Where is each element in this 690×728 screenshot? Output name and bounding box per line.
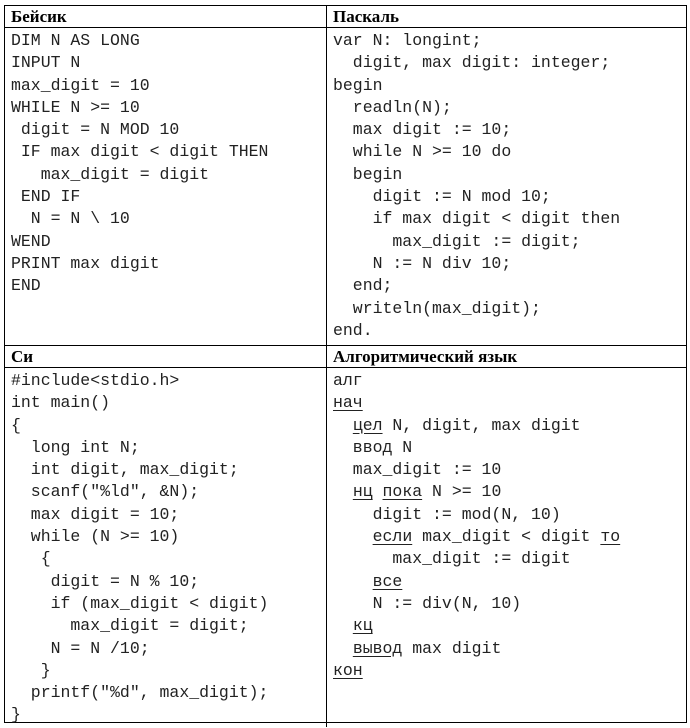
code-line: PRINT max digit xyxy=(11,253,160,273)
code-line: int main() xyxy=(11,393,111,413)
code-line: long int N; xyxy=(11,437,140,457)
code-line: IF max digit < digit THEN xyxy=(11,142,269,162)
code-line xyxy=(333,548,686,570)
code-line: end; xyxy=(333,276,393,296)
keyword: все xyxy=(372,571,403,591)
code-text: digit := mod(N, 10) xyxy=(333,504,561,524)
code-line: max_digit := digit; xyxy=(333,231,581,251)
basic-code-cell xyxy=(5,28,327,346)
code-line xyxy=(333,638,686,660)
code-text xyxy=(333,482,353,501)
code-line: if (max_digit < digit) xyxy=(11,593,269,613)
pascal-header: Паскаль xyxy=(327,6,686,28)
code-line xyxy=(333,459,686,481)
keyword: если xyxy=(372,527,413,547)
pascal-code xyxy=(327,28,686,342)
code-comparison-table xyxy=(4,5,687,723)
code-line: max_digit = 10 xyxy=(11,75,150,95)
code-line xyxy=(333,481,686,503)
code-line xyxy=(333,370,686,392)
code-line: digit = N % 10; xyxy=(11,571,200,591)
algo-header: Алгоритмический язык xyxy=(327,346,686,368)
code-line: } xyxy=(11,660,51,680)
code-line: max digit := 10; xyxy=(333,120,512,140)
keyword: то xyxy=(600,527,621,547)
code-line: max_digit = digit xyxy=(11,164,210,184)
code-line: begin xyxy=(333,164,403,184)
keyword: кц xyxy=(352,616,373,636)
code-line: max_digit = digit; xyxy=(11,616,249,636)
code-text: алг xyxy=(333,371,363,390)
code-text xyxy=(333,639,353,658)
keyword: нц xyxy=(352,482,373,502)
c-code-cell xyxy=(5,368,327,727)
code-line: INPUT N xyxy=(11,53,81,73)
code-line: digit := N mod 10; xyxy=(333,187,551,207)
code-text xyxy=(333,527,373,546)
keyword: цел xyxy=(352,415,383,435)
code-line: END xyxy=(11,276,41,296)
code-text xyxy=(333,572,373,591)
code-line: DIM N AS LONG xyxy=(11,31,140,50)
code-text: max digit xyxy=(402,638,502,658)
code-line: if max digit < digit then xyxy=(333,209,621,229)
code-line: N := N div 10; xyxy=(333,253,512,273)
code-line: N = N /10; xyxy=(11,638,150,658)
pascal-code-cell xyxy=(327,28,686,346)
code-line xyxy=(333,593,686,615)
c-code xyxy=(5,368,326,727)
code-line xyxy=(333,526,686,548)
code-line: max digit = 10; xyxy=(11,504,180,524)
code-line: { xyxy=(11,415,21,435)
code-text xyxy=(333,416,353,435)
code-line: digit = N MOD 10 xyxy=(11,120,180,140)
keyword: пока xyxy=(382,482,423,502)
code-line: END IF xyxy=(11,187,81,207)
code-line: var N: longint; xyxy=(333,31,482,50)
code-line: #include<stdio.h> xyxy=(11,371,180,390)
code-line: WHILE N >= 10 xyxy=(11,97,140,117)
code-line xyxy=(333,437,686,459)
algo-code-cell xyxy=(327,368,686,727)
code-line xyxy=(333,504,686,526)
code-text: N := div(N, 10) xyxy=(333,593,522,613)
code-text: max_digit < digit xyxy=(412,527,601,547)
code-line: begin xyxy=(333,75,383,95)
code-line: int digit, max_digit; xyxy=(11,460,239,480)
code-line: while N >= 10 do xyxy=(333,142,512,162)
keyword: нач xyxy=(333,393,363,413)
code-line: { xyxy=(11,549,51,569)
code-text: ввод N xyxy=(333,437,413,457)
code-line: N = N \ 10 xyxy=(11,209,130,229)
code-text: max_digit := digit xyxy=(333,549,571,569)
code-text xyxy=(333,616,353,635)
code-line: end. xyxy=(333,320,373,340)
c-header: Си xyxy=(5,346,327,368)
code-line xyxy=(333,415,686,437)
code-line: printf("%d", max_digit); xyxy=(11,683,269,703)
code-text: max_digit := 10 xyxy=(333,460,502,480)
keyword: кон xyxy=(333,660,363,680)
algo-code xyxy=(327,368,686,682)
code-line xyxy=(333,660,686,682)
code-text: N, digit, max digit xyxy=(382,415,581,435)
code-line: digit, max digit: integer; xyxy=(333,53,611,73)
code-line: scanf("%ld", &N); xyxy=(11,482,200,502)
keyword: вывод xyxy=(352,638,403,658)
code-line: while (N >= 10) xyxy=(11,527,180,547)
code-text: N >= 10 xyxy=(422,482,502,502)
code-text xyxy=(373,482,383,501)
code-line xyxy=(333,571,686,593)
basic-code xyxy=(5,28,326,298)
code-line: WEND xyxy=(11,231,51,251)
code-line: writeln(max_digit); xyxy=(333,298,541,318)
code-line xyxy=(333,615,686,637)
basic-header: Бейсик xyxy=(5,6,327,28)
code-line xyxy=(333,392,686,414)
code-line: readln(N); xyxy=(333,97,452,117)
code-line: } xyxy=(11,705,21,725)
